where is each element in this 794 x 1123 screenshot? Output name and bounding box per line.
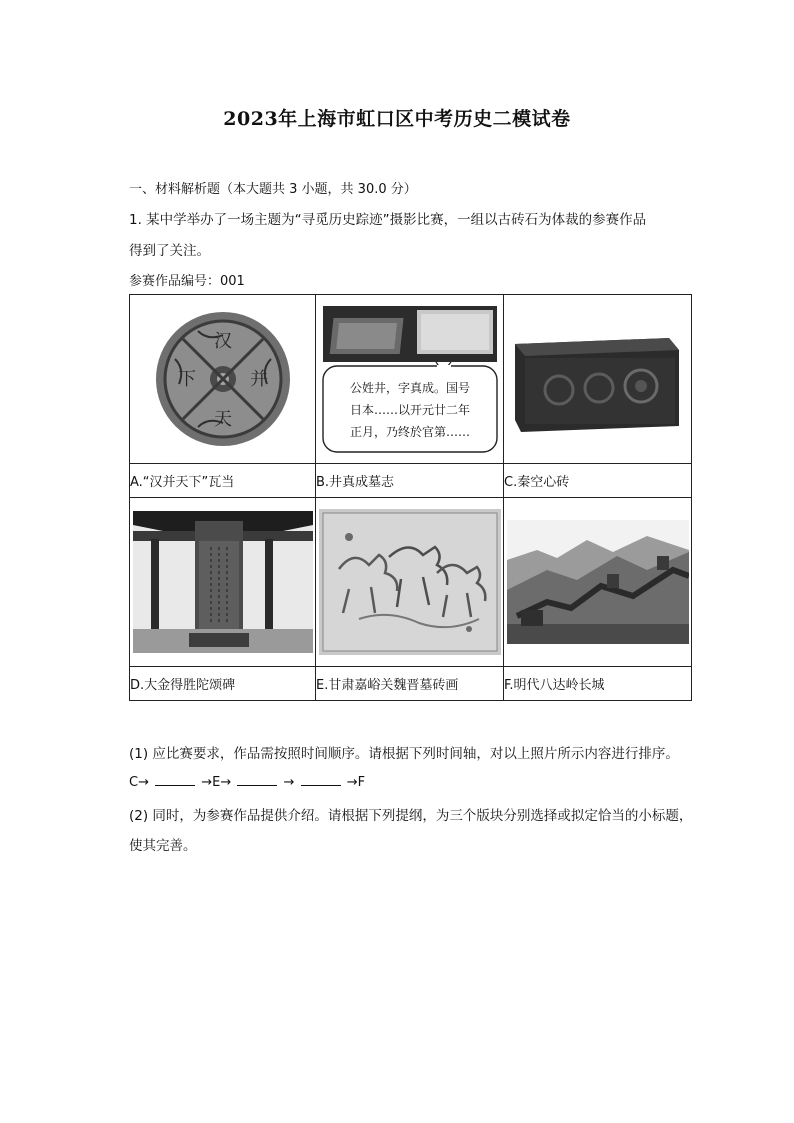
wadang-char-left: 下 [177,369,196,390]
subquestion-1: (1) 应比赛要求，作品需按照时间顺序。请根据下列时间轴，对以上照片所示内容进行排序。 [129,746,679,762]
great-wall-image [507,520,689,644]
muzhi-image [321,304,499,454]
section-heading: 一、材料解析题（本大题共 3 小题，共 30.0 分） [129,182,417,197]
photo-a-cell [130,295,316,464]
caption-d: D.大金得胜陀颂碑 [130,667,316,701]
bubble-line-2: 日本……以开元廿二年 [349,403,470,417]
seq-part-2: →E→ [201,775,232,790]
photo-f-cell [504,498,692,667]
wadang-image [153,309,293,449]
wadang-char-top: 汉 [213,331,232,352]
sequence-line [129,773,365,790]
caption-f: F.明代八达岭长城 [504,667,692,701]
wadang-char-right: 并 [249,369,268,390]
photo-e-cell [316,498,504,667]
wadang-char-bottom: 天 [213,409,232,430]
brick-painting-image [319,509,501,655]
caption-e: E.甘肃嘉峪关魏晋墓砖画 [316,667,504,701]
photo-c-cell [504,295,692,464]
caption-a: A.“汉并天下”瓦当 [130,464,316,498]
answer-blank-3[interactable] [301,773,341,786]
answer-blank-1[interactable] [155,773,195,786]
bubble-line-3: 正月，乃终於官第…… [349,425,470,439]
photo-d-cell [130,498,316,667]
subquestion-2-line1: (2) 同时，为参赛作品提供介绍。请根据下列提纲，为三个版块分别选择或拟定恰当的小标题， [129,808,693,824]
seq-part-3: → [283,775,295,790]
photo-b-cell [316,295,504,464]
question-text-line2: 得到了关注。 [129,243,210,259]
entry-number: 参赛作品编号：001 [129,274,245,289]
bubble-line-1: 公姓井，字真成。国号 [349,381,470,395]
photo-table [129,294,692,701]
question-text-line1: 1. 某中学举办了一场主题为“寻觅历史踪迹”摄影比赛，一组以古砖石为体裁的参赛作品 [129,212,647,228]
caption-b: B.井真成墓志 [316,464,504,498]
caption-c: C.秦空心砖 [504,464,692,498]
seq-part-4: →F [346,775,366,790]
seq-part-1: C→ [129,775,149,790]
page-title: 2023年上海市虹口区中考历史二模试卷 [223,108,571,130]
answer-blank-2[interactable] [237,773,277,786]
hollow-brick-image [509,314,687,444]
stele-image [133,511,313,653]
subquestion-2-line2: 使其完善。 [129,838,197,854]
